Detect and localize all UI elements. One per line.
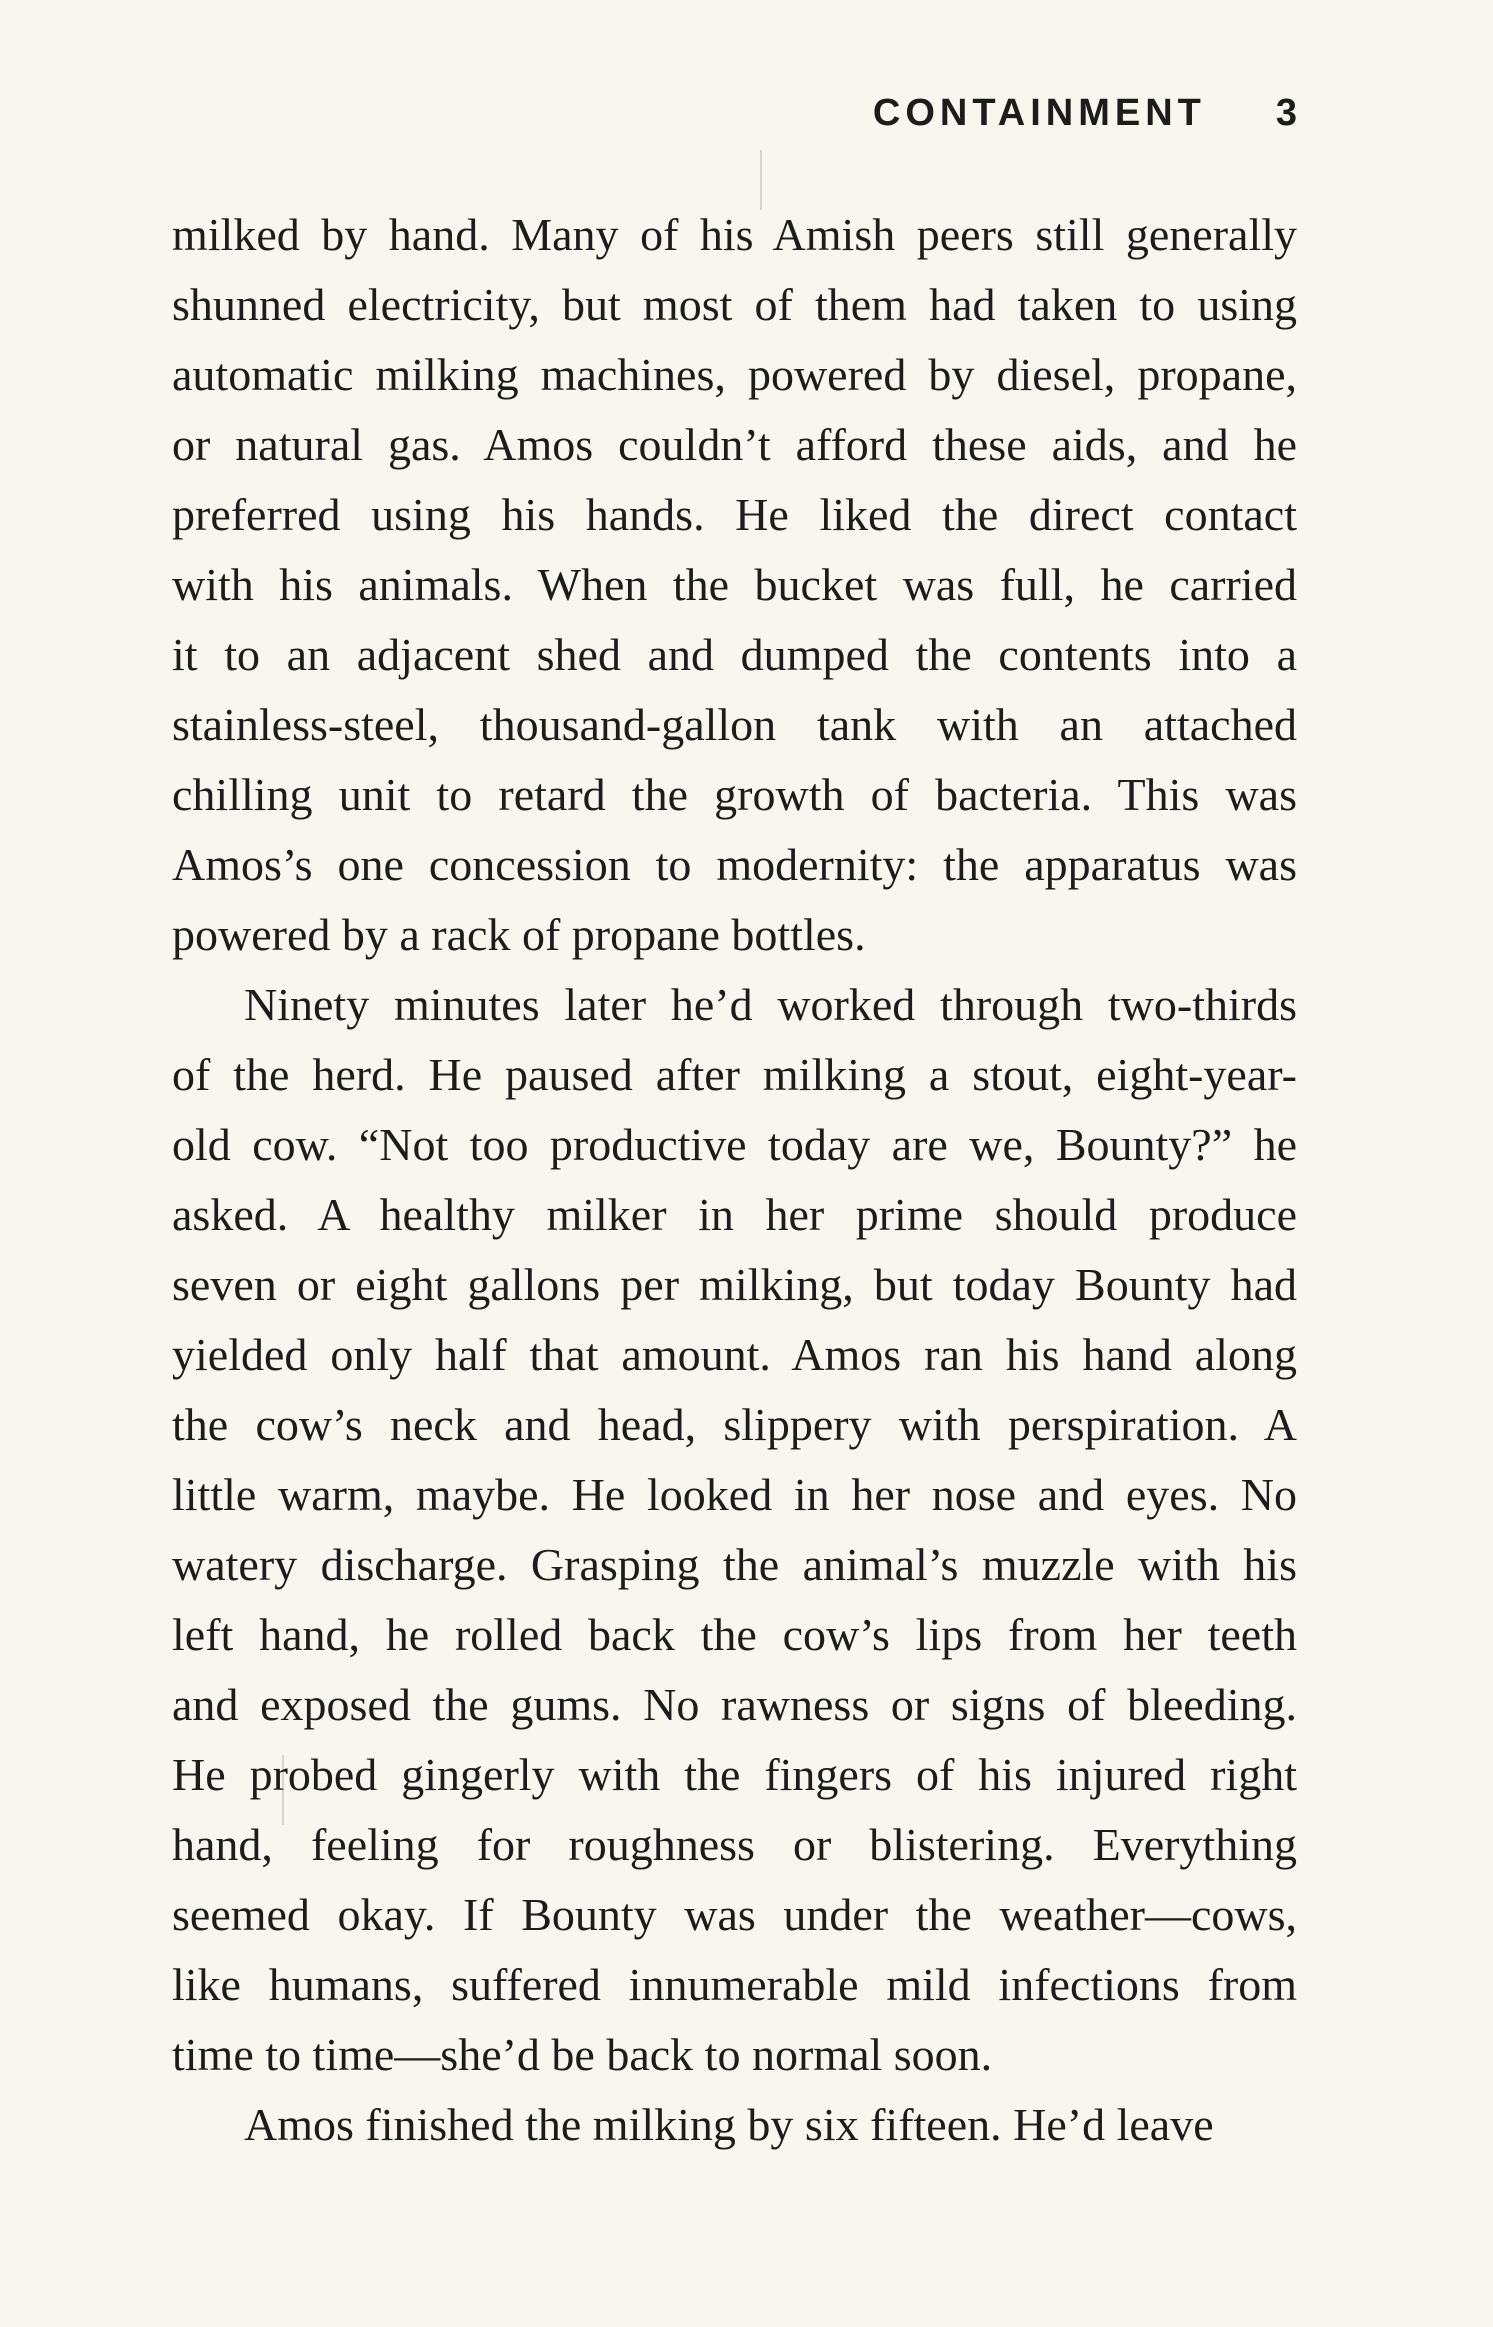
text-line: left hand, he rolled back the cow’s lips from her teeth [172,1609,1297,1660]
text-line: little warm, maybe. He looked in her nose and eyes. No [172,1469,1297,1520]
text-line: shunned electricity, but most of them had taken to using [172,279,1297,330]
text-line: it to an adjacent shed and dumped the contents into a [172,629,1297,680]
text-line: preferred using his hands. He liked the direct contact [172,489,1297,540]
body-text [172,200,1297,2160]
text-line: and exposed the gums. No rawness or signs of bleeding. [172,1679,1297,1730]
text-line: time to time—she’d be back to normal soon. [172,2029,993,2080]
text-line: like humans, suffered innumerable mild infections from [172,1959,1297,2010]
text-line: Amos’s one concession to modernity: the apparatus was [172,839,1297,890]
text-line: yielded only half that amount. Amos ran his hand along [172,1329,1297,1380]
text-line: with his animals. When the bucket was full, he carried [172,559,1297,610]
text-line: hand, feeling for roughness or blistering. Everything [172,1819,1297,1870]
text-line: stainless-steel, thousand-gallon tank with an attached [172,699,1297,750]
chapter-title: CONTAINMENT [872,92,1206,134]
running-header [873,92,1297,135]
text-line: automatic milking machines, powered by diesel, propane, [172,349,1297,400]
text-line: old cow. “Not too productive today are we, Bounty?” he [172,1119,1297,1170]
page-number: 3 [1275,92,1297,134]
text-line: milked by hand. Many of his Amish peers still generally [172,209,1297,260]
text-line: or natural gas. Amos couldn’t afford these aids, and he [172,419,1297,470]
text-line: of the herd. He paused after milking a stout, eight-year- [172,1049,1297,1100]
text-line: seemed okay. If Bounty was under the weather—cows, [172,1889,1297,1940]
text-line: powered by a rack of propane bottles. [172,909,866,960]
text-line: seven or eight gallons per milking, but today Bounty had [172,1259,1297,1310]
text-line: watery discharge. Grasping the animal’s muzzle with his [172,1539,1297,1590]
text-line: chilling unit to retard the growth of bacteria. This was [172,769,1297,820]
text-line: He probed gingerly with the fingers of his injured right [172,1749,1297,1800]
text-line: Amos finished the milking by six fifteen. He’d leave [244,2099,1214,2150]
text-line: the cow’s neck and head, slippery with perspiration. A [172,1399,1297,1450]
text-line: Ninety minutes later he’d worked through two-thirds [244,979,1297,1030]
text-line: asked. A healthy milker in her prime should produce [172,1189,1297,1240]
